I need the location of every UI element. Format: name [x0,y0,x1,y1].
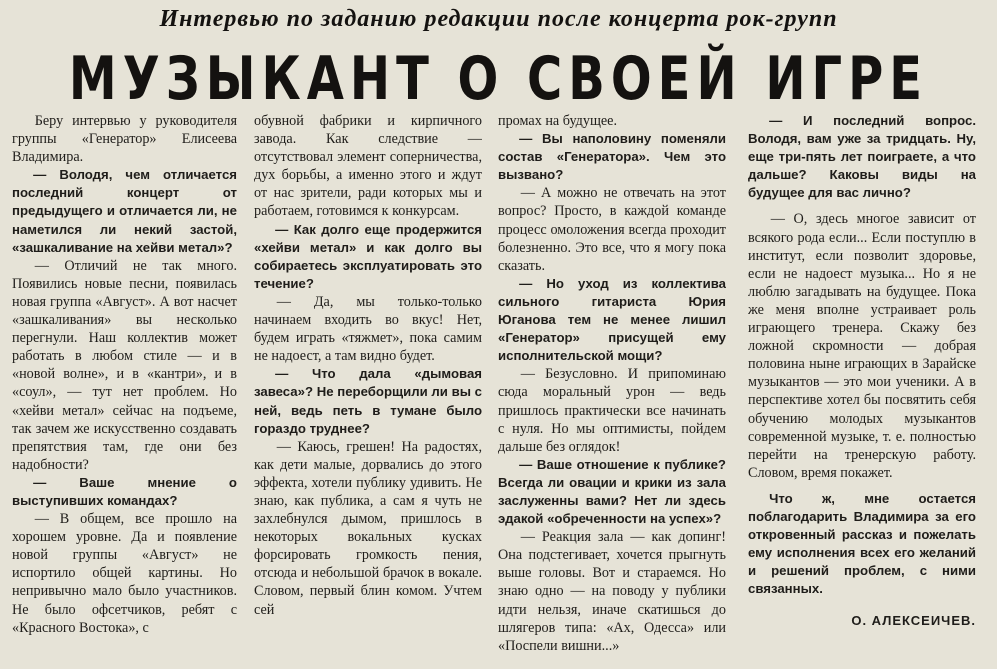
answer: — О, здесь многое зависит от всякого рода если... Если поступлю в институт, если позволит здоровье, если не надоест музыка... Но я не люблю загадывать на будущее. Пока же меня вполне устраивает роль играющего тренера. Скажу без ложной скромности — добрая половина ныне играющих в Зарайске музыкантов — это мои ученики. А в перспективе хотел бы посвятить себя обучению молодых музыкантов современной музыке, т. е. полностью перейти на тренерскую работу. Словом, время покажет. [748,211,976,481]
question: — Как долго еще продержится «хейви метал» и как долго вы собираетесь эксплуатировать это течение? [254,221,482,291]
headline: МУЗЫКАНТ О СВОЕЙ ИГРЕ [68,44,929,114]
column-1 [12,112,237,667]
column-3 [498,112,726,667]
question: — Ваше мнение о выступивших командах? [12,474,237,508]
answer: — А можно не отвечать на этот вопрос? Просто, в каждой команде процесс омоложения всегда проходит болезненно. Это все, что я могу пока сказать. [498,185,726,274]
question: — И последний вопрос. Володя, вам уже за тридцать. Ну, еще три-пять лет поиграете, а что дальше? Каковы виды на будущее для вас лично? [748,113,976,201]
column-2 [254,112,482,667]
column-4 [748,112,976,667]
answer: — Реакция зала — как допинг! Она подстегивает, хочется прыгнуть выше головы. Вот и стараемся. Но знаю одно — на поводу у публики идти нельзя, иначе скатишься до шлягеров типа: «Ах, Одесса» или «Поспели вишни...» [498,529,726,654]
question: — Но уход из коллектива сильного гитариста Юрия Юганова тем не менее лишил «Генератор» присущей ему исполнительской мощи? [498,275,726,364]
answer: — Отличий не так много. Появились новые песни, появилась новая группа «Август». А вот насчет «зашкаливания» вы несколько перегнули. Наш коллектив может работать в любом стиле — и в «новой волне», и в «кантри», и в «соул», — тут нет проблем. Но «хейви метал» сейчас на подъеме, так зачем же искусственно создавать препятствия там, где они без надобности? [12,257,237,473]
paragraph: Беру интервью у руководителя группы «Генератор» Елисеева Владимира. [12,113,237,166]
kicker: Интервью по заданию редакции после концерта рок-групп [159,6,838,32]
question: — Ваше отношение к публике? Всегда ли овации и крики из зала заслуженны вами? Нет ли здесь эдакой «обреченности на успех»? [498,456,726,527]
question: — Володя, чем отличается последний концерт от предыдущего и отличается ли, не наметился ли некий застой, «зашкаливание на хейви метал»? [12,167,237,255]
closing-paragraph: Что ж, мне остается поблагодарить Владимира за его откровенный рассказ и пожелать ему исполнения всех его желаний и решений проблем, с ними связанных. [748,490,976,597]
question: — Что дала «дымовая завеса»? Не переборщили ли вы с ней, ведь петь в тумане было гораздо труднее? [254,366,482,436]
answer: — Да, мы только-только начинаем входить во вкус! Нет, будем играть «тяжмет», пока самим не надоест, а там видно будет. [254,293,482,365]
answer: — В общем, все прошло на хорошем уровне. Да и появление новой группы «Август» не испортило общей картины. Но непривычно мало было участников. Не было офсетчиков, ребят с «Красного Востока», с [12,511,237,636]
answer: — Каюсь, грешен! На радостях, как дети малые, дорвались до этого эффекта, хотели публику удивить. Не знаю, как публика, а сам я чуть не захлебнулся дымом, пришлось в некоторых вокальных кусках форсировать громкость пения, отсюда и небольшой брачок в вокале. Словом, первый блин комом. Учтем сей [254,438,482,618]
question: — Вы наполовину поменяли состав «Генератора». Чем это вызвано? [498,131,726,183]
author-signature: О. АЛЕКСЕИЧЕВ. [851,613,976,629]
answer: промах на будущее. [498,113,618,129]
answer: — Безусловно. И припоминаю сюда моральный урон — ведь пришлось практически все начинать с нуля. Но мы оптимисты, пойдем дальше без оглядок! [498,366,726,455]
answer: обувной фабрики и кирпичного завода. Как следствие — отсутствовал элемент соперничества, дух борьбы, а именно этого и ждут от нас зрители, ради которых мы и работаем, готовимся к конкурсам. [254,113,482,220]
